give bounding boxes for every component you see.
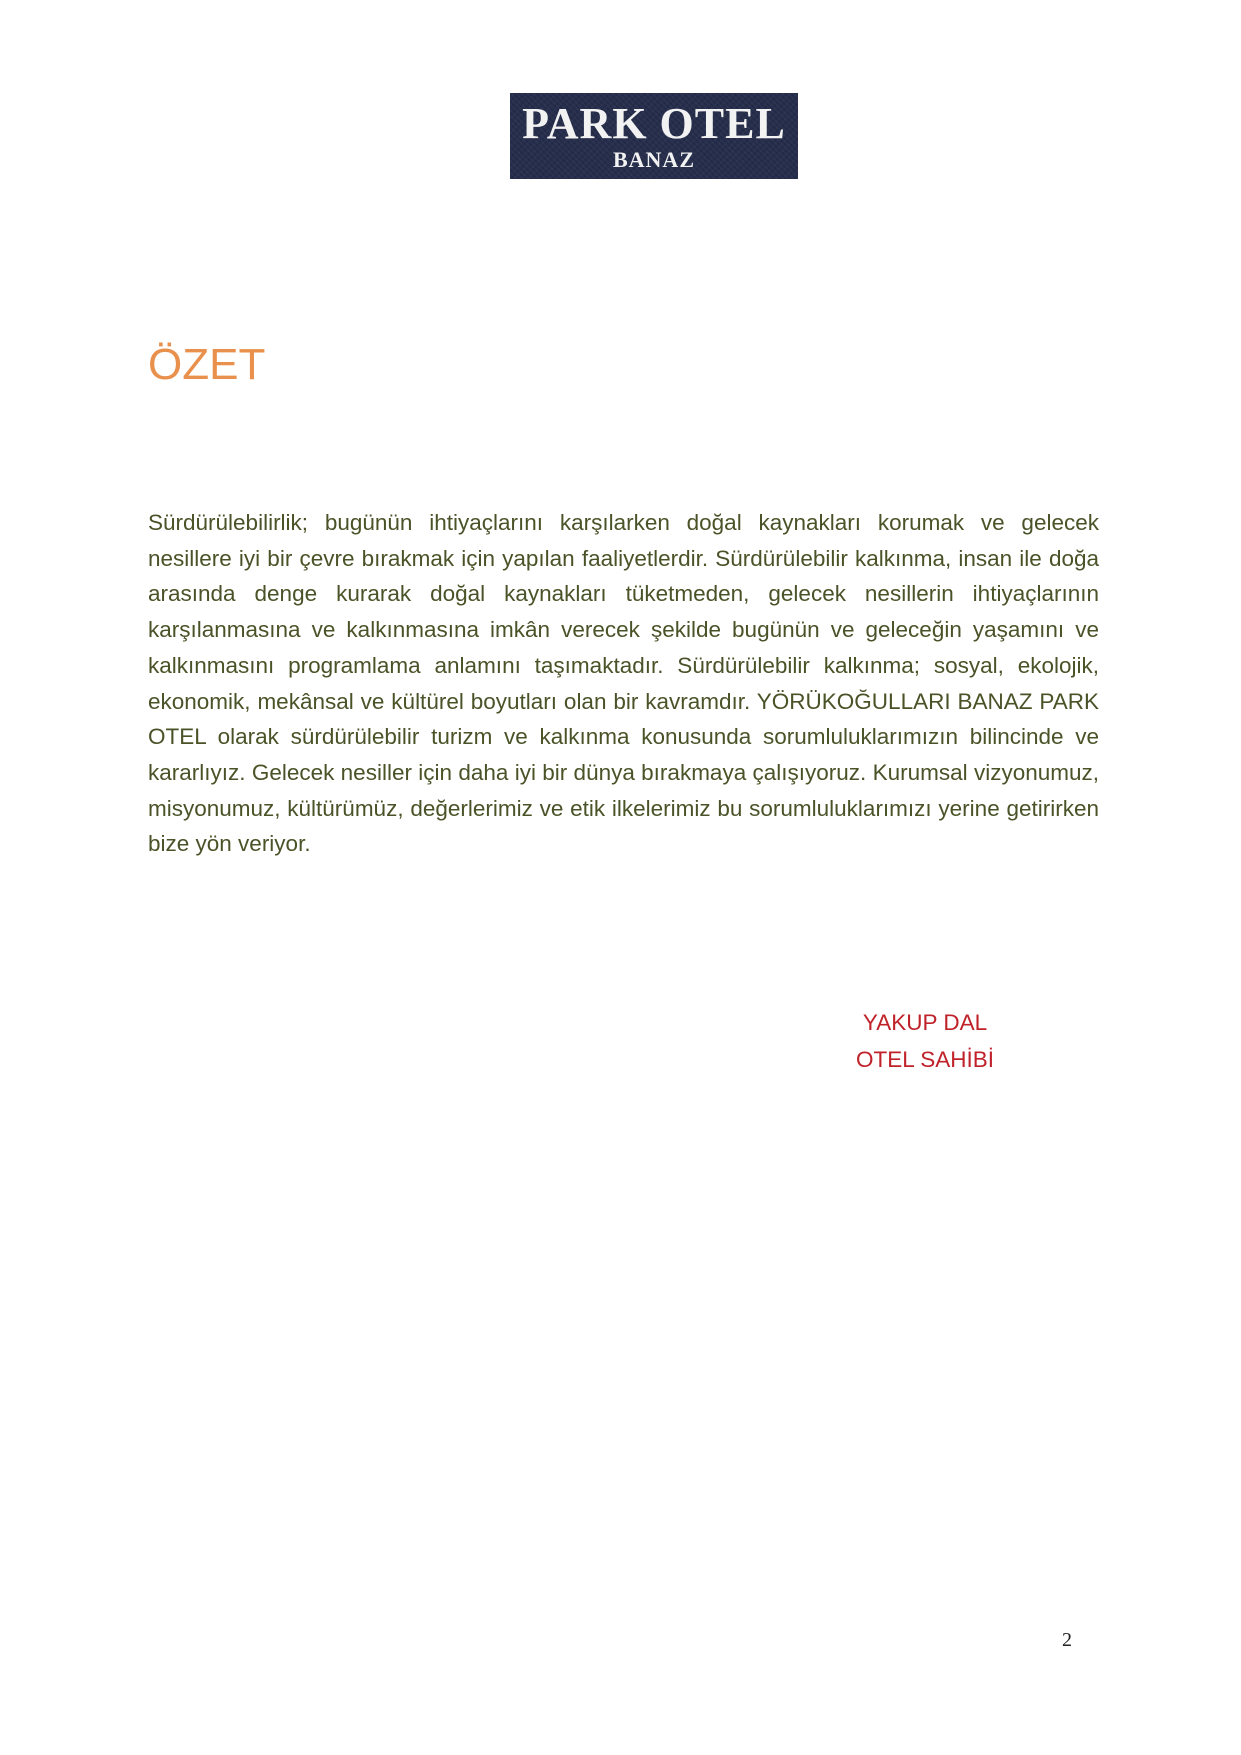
signature-block bbox=[820, 1004, 1030, 1078]
signatory-title: OTEL SAHİBİ bbox=[856, 1047, 994, 1072]
hotel-logo bbox=[510, 93, 798, 179]
logo-title: PARK OTEL bbox=[522, 99, 786, 148]
section-heading: ÖZET bbox=[148, 340, 266, 389]
summary-paragraph: Sürdürülebilirlik; bugünün ihtiyaçlarını karşılarken doğal kaynakları korumak ve gelecek nesillere iyi bir çevre bırakmak için yapılan faaliyetlerdir. Sürdürülebilir kalkınma, insan ile doğa arasında denge kurarak doğal kaynakları tüketmeden, gelecek nesillerin ihtiyaçlarının karşılanmasına ve kalkınmasına imkân verecek şekilde bugünün ve geleceğin yaşamını ve kalkınmasını programlama anlamını taşımaktadır. Sürdürülebilir kalkınma; sosyal, ekolojik, ekonomik, mekânsal ve kültürel boyutları olan bir kavramdır. YÖRÜKOĞULLARI BANAZ PARK OTEL olarak sürdürülebilir turizm ve kalkınma konusunda sorumluluklarımızın bilincinde ve kararlıyız. Gelecek nesiller için daha iyi bir dünya bırakmaya çalışıyoruz. Kurumsal vizyonumuz, misyonumuz, kültürümüz, değerlerimiz ve etik ilkelerimiz bu sorumluluklarımızı yerine getirirken bize yön veriyor. bbox=[148, 510, 1099, 857]
logo-subtitle: BANAZ bbox=[612, 147, 695, 172]
signatory-name: YAKUP DAL bbox=[862, 1010, 988, 1035]
page-number: 2 bbox=[1062, 1629, 1072, 1651]
